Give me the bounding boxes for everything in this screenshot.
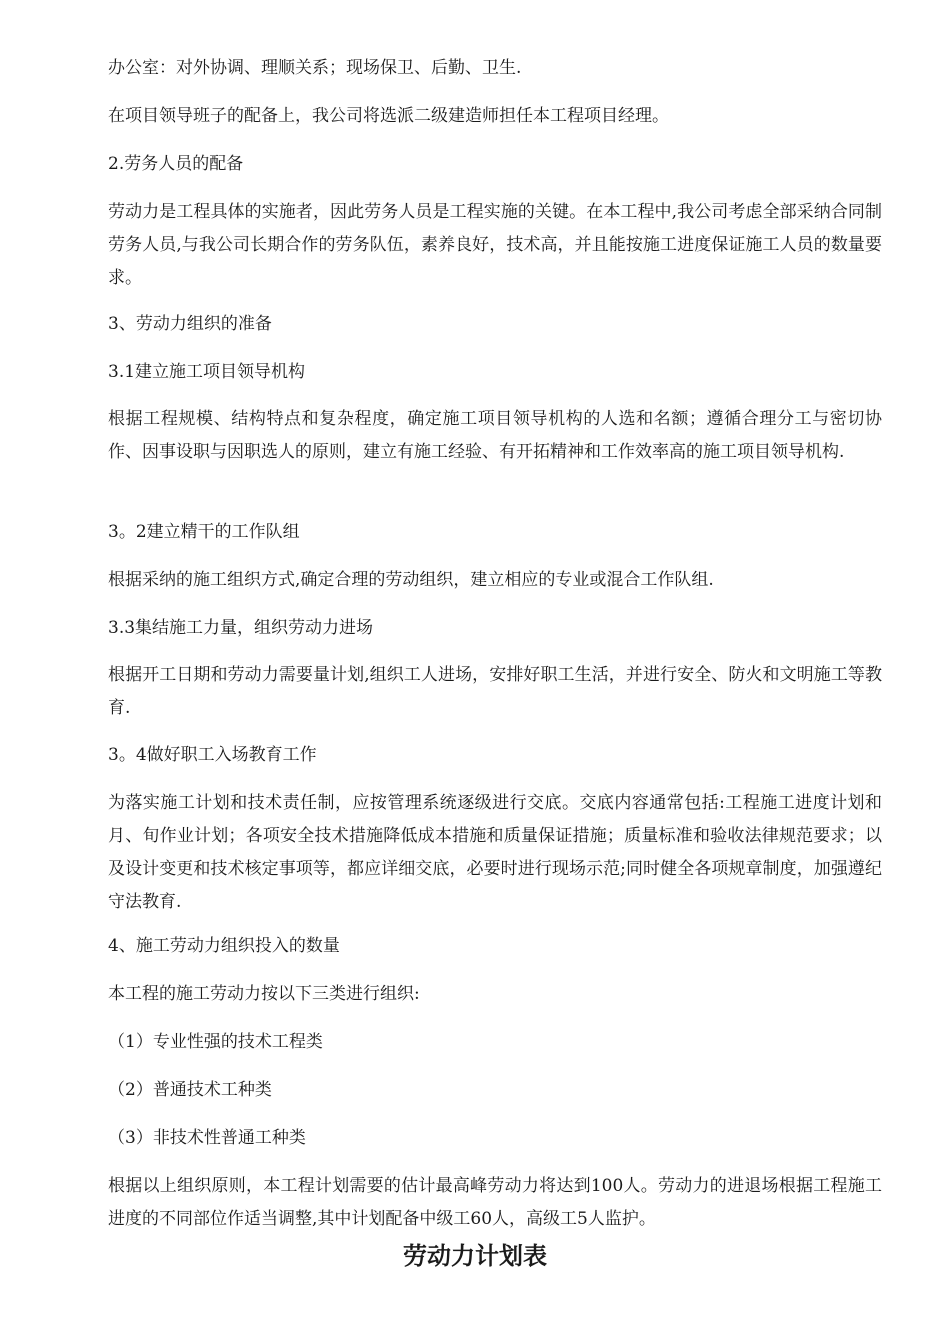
- paragraph-office: 办公室：对外协调、理顺关系；现场保卫、后勤、卫生.: [108, 58, 522, 78]
- list-item-1: （1）专业性强的技术工程类: [108, 1032, 323, 1052]
- heading-labor-staffing: 2.劳务人员的配备: [108, 154, 244, 174]
- heading-3-3: 3.3集结施工力量，组织劳动力进场: [108, 618, 374, 638]
- paragraph-final: 根据以上组织原则，本工程计划需要的估计最高峰劳动力将达到100人。劳动力的进退场根据工程施工进度的不同部位作适当调整,其中计划配备中级工60人，高级工5人监护。: [108, 1176, 882, 1229]
- table-title: 劳动力计划表: [403, 1242, 547, 1270]
- paragraph-3-1: 根据工程规模、结构特点和复杂程度，确定施工项目领导机构的人选和名额；遵循合理分工与密切协作、因事设职与因职选人的原则，建立有施工经验、有开拓精神和工作效率高的施工项目领导机构.: [108, 409, 882, 462]
- heading-labor-quantity: 4、施工劳动力组织投入的数量: [108, 936, 340, 956]
- list-item-3: （3）非技术性普通工种类: [108, 1128, 306, 1148]
- heading-3-4: 3。4做好职工入场教育工作: [108, 745, 317, 765]
- paragraph-3-4: 为落实施工计划和技术责任制，应按管理系统逐级进行交底。交底内容通常包括:工程施工进度计划和月、旬作业计划；各项安全技术措施降低成本措施和质量保证措施；质量标准和验收法律规范要求；以及设计变更和技术核定事项等，都应详细交底，必要时进行现场示范;同时健全各项规章制度，加强遵纪守法教育.: [108, 793, 882, 912]
- paragraph-3-2: 根据采纳的施工组织方式,确定合理的劳动组织，建立相应的专业或混合工作队组.: [108, 570, 714, 590]
- paragraph-labor-intro: 劳动力是工程具体的实施者，因此劳务人员是工程实施的关键。在本工程中,我公司考虑全部采纳合同制劳务人员,与我公司长期合作的劳务队伍，素养良好，技术高，并且能按施工进度保证施工人员的数量要求。: [108, 202, 882, 288]
- heading-3-2: 3。2建立精干的工作队组: [108, 522, 300, 542]
- paragraph-project-manager: 在项目领导班子的配备上，我公司将选派二级建造师担任本工程项目经理。: [108, 106, 669, 126]
- heading-3-1: 3.1建立施工项目领导机构: [108, 362, 306, 382]
- paragraph-three-categories: 本工程的施工劳动力按以下三类进行组织:: [108, 984, 420, 1004]
- heading-labor-organization: 3、劳动力组织的准备: [108, 314, 272, 334]
- paragraph-3-3: 根据开工日期和劳动力需要量计划,组织工人进场，安排好职工生活，并进行安全、防火和文明施工等教育.: [108, 665, 882, 718]
- list-item-2: （2）普通技术工种类: [108, 1080, 272, 1100]
